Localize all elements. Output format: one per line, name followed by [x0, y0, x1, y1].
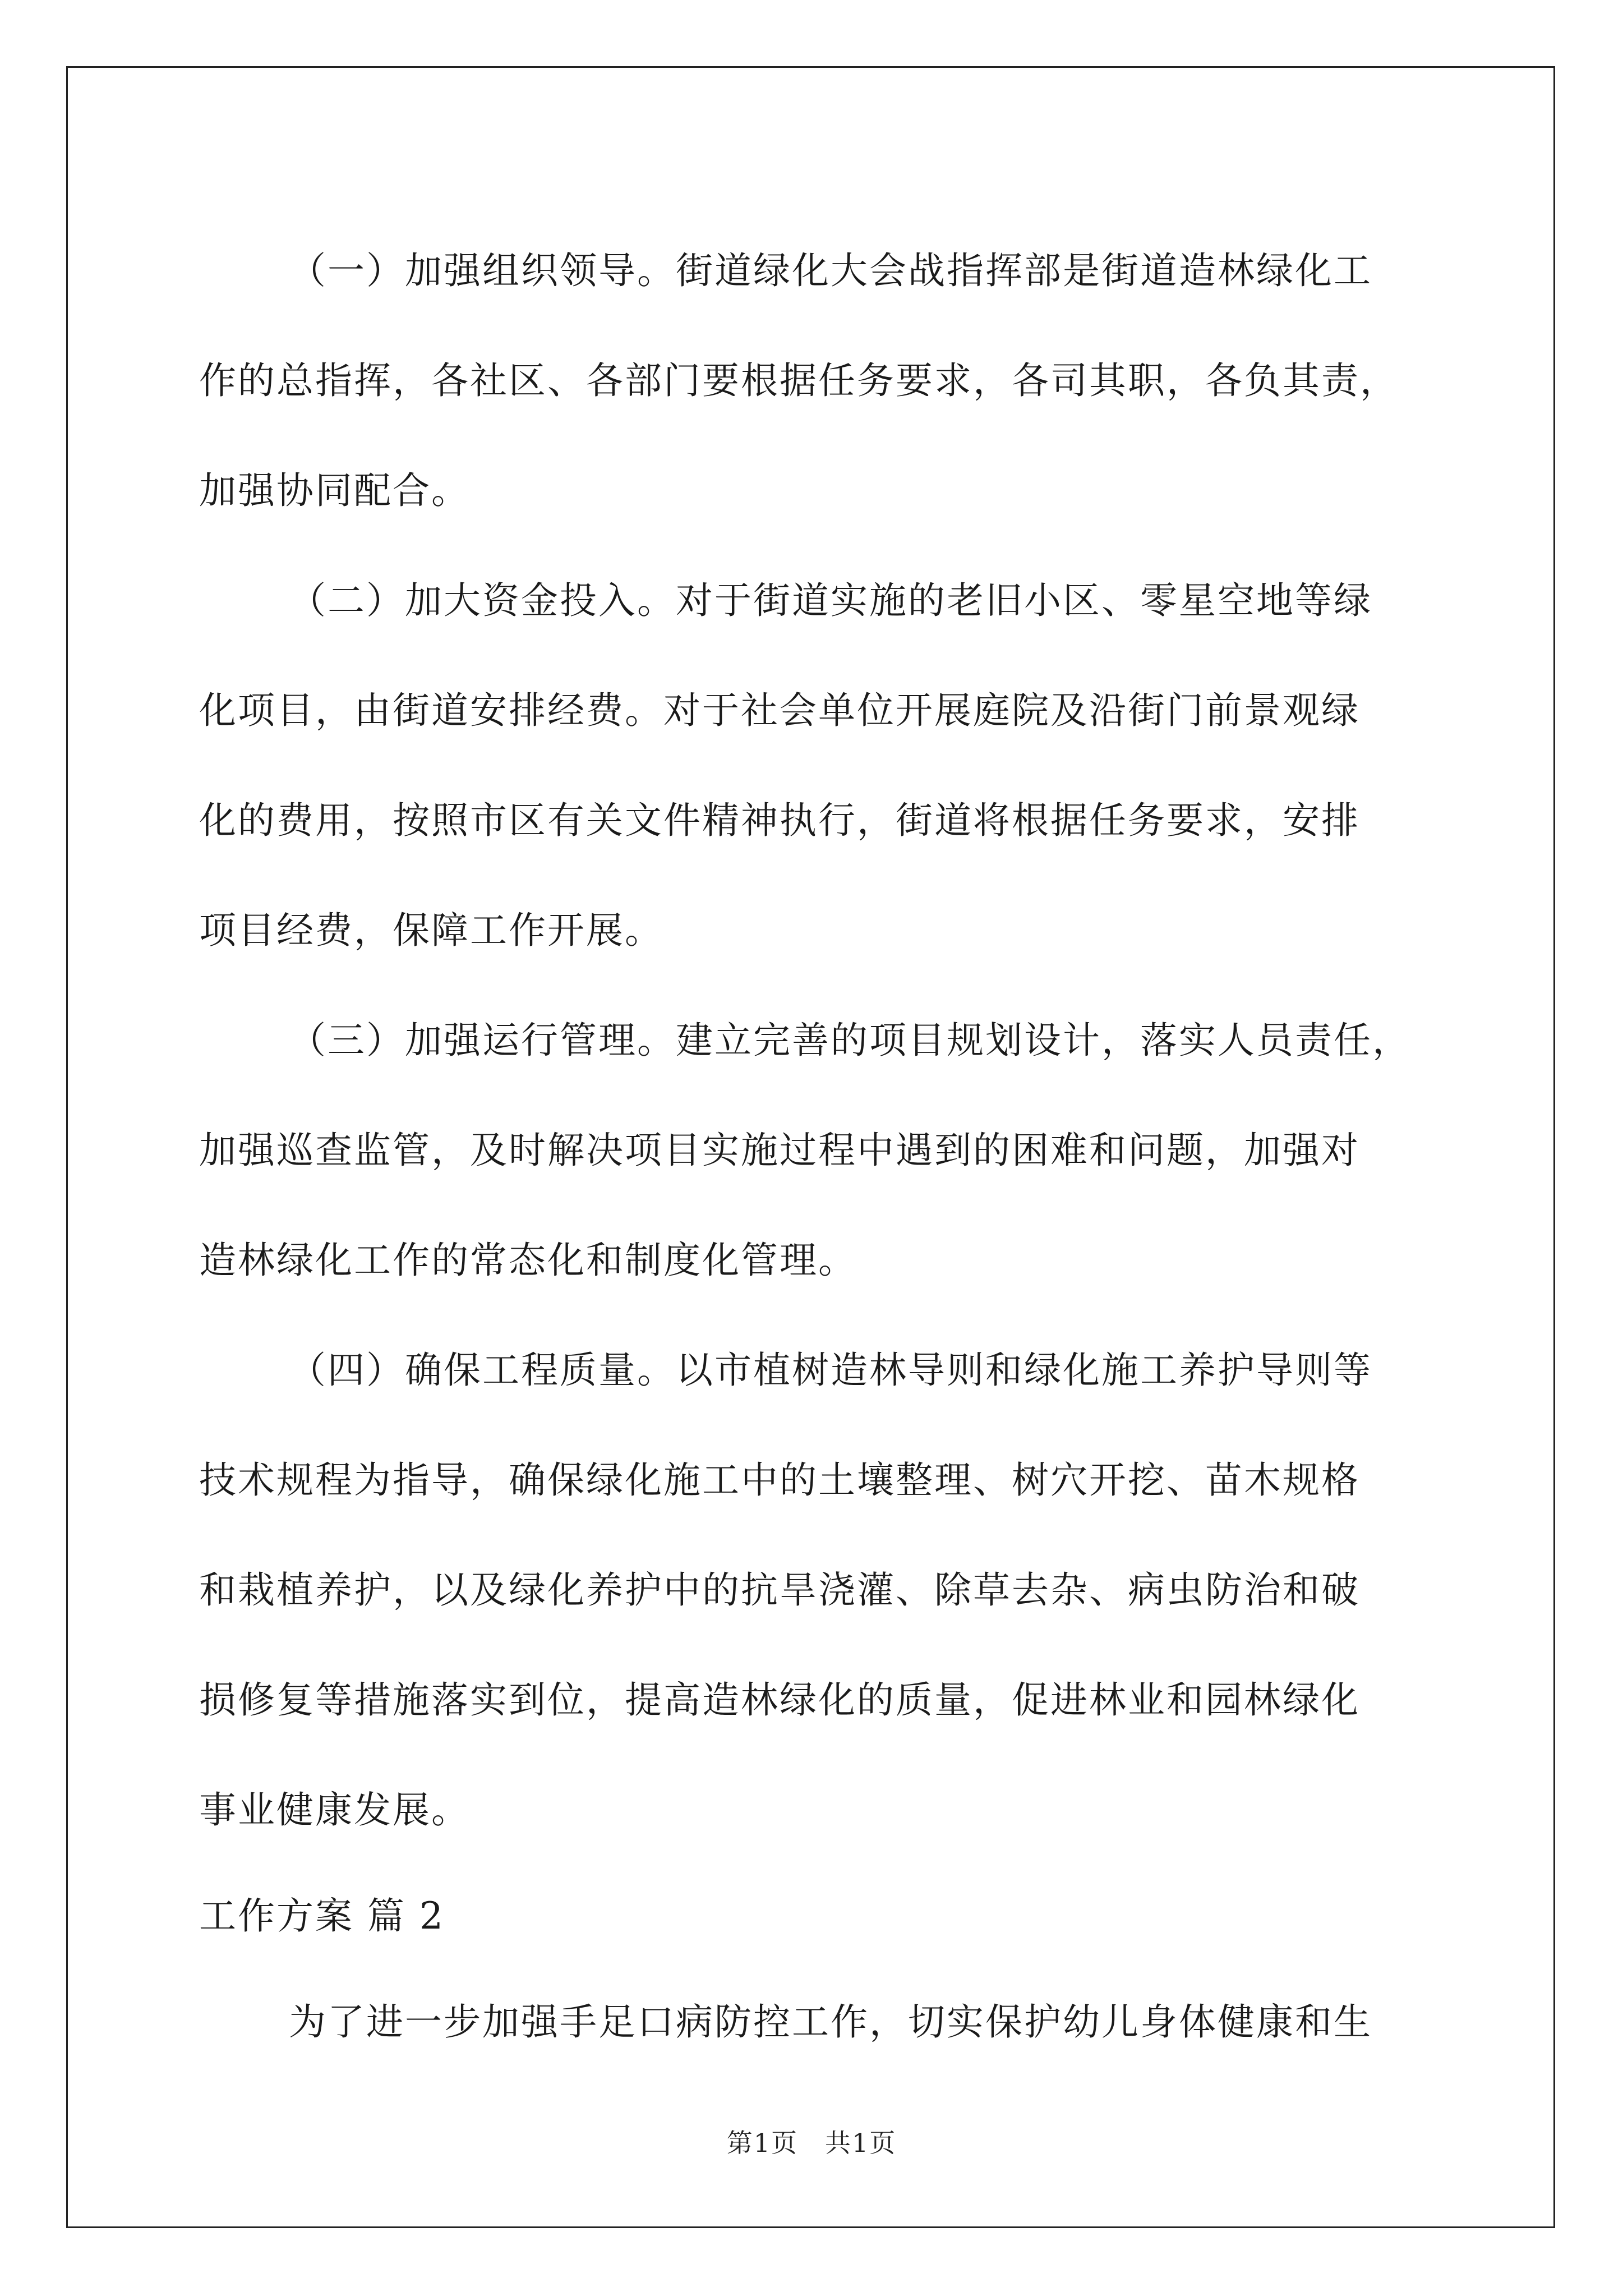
- paragraph-line: 造林绿化工作的常态化和制度化管理。: [199, 1239, 857, 1282]
- paragraph-line: 化的费用，按照市区有关文件精神执行，街道将根据任务要求，安排: [199, 799, 1360, 842]
- paragraph-line: 技术规程为指导，确保绿化施工中的土壤整理、树穴开挖、苗木规格: [199, 1458, 1360, 1502]
- paragraph-2: [199, 546, 1433, 986]
- paragraph-line: 加强协同配合。: [199, 469, 470, 512]
- paragraph-line: 损修复等措施落实到位，提高造林绿化的质量，促进林业和园林绿化: [199, 1678, 1360, 1722]
- paragraph-line: （一）加强组织领导。街道绿化大会战指挥部是街道造林绿化工: [289, 249, 1372, 292]
- page-footer: 第1页 共1页: [726, 2128, 897, 2158]
- paragraph-line: （四）确保工程质量。以市植树造林导则和绿化施工养护导则等: [289, 1349, 1372, 1392]
- paragraph-line: （二）加大资金投入。对于街道实施的老旧小区、零星空地等绿: [289, 579, 1372, 622]
- section-heading: 工作方案 篇 2: [199, 1894, 445, 1938]
- paragraph-1: [199, 216, 1433, 546]
- document-body: [199, 216, 1433, 2077]
- intro-paragraph-line: 为了进一步加强手足口病防控工作，切实保护幼儿身体健康和生: [289, 2000, 1372, 2044]
- paragraph-line: 作的总指挥，各社区、各部门要根据任务要求，各司其职，各负其责，: [199, 359, 1399, 402]
- paragraph-4: [199, 1315, 1433, 1865]
- paragraph-line: 化项目，由街道安排经费。对于社会单位开展庭院及沿街门前景观绿: [199, 689, 1360, 732]
- paragraph-line: （三）加强运行管理。建立完善的项目规划设计，落实人员责任，: [289, 1019, 1411, 1062]
- paragraph-3: [199, 986, 1433, 1315]
- paragraph-line: 事业健康发展。: [199, 1788, 470, 1832]
- paragraph-line: 项目经费，保障工作开展。: [199, 909, 663, 952]
- paragraph-line: 和栽植养护，以及绿化养护中的抗旱浇灌、除草去杂、病虫防治和破: [199, 1568, 1360, 1612]
- paragraph-line: 加强巡查监管，及时解决项目实施过程中遇到的困难和问题，加强对: [199, 1129, 1360, 1172]
